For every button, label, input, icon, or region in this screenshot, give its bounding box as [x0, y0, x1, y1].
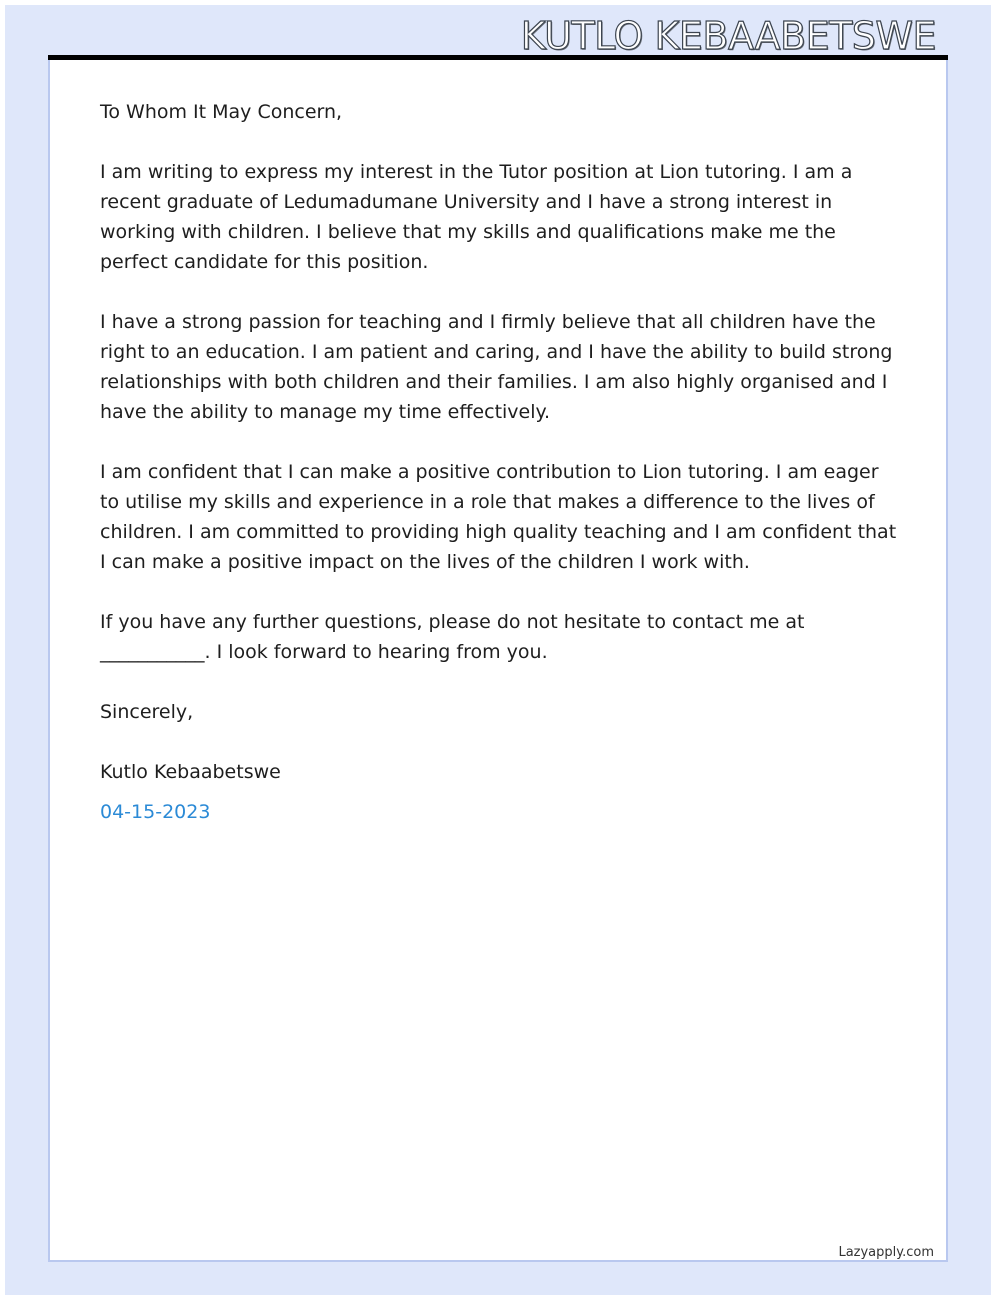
- letter-salutation: To Whom It May Concern,: [100, 101, 343, 123]
- letter-date: 04-15-2023: [100, 801, 211, 823]
- letter-paragraph: I am confident that I can make a positive contribution to Lion tutoring. I am eager to utilise my skills and experience in a role that makes a difference to the lives of children. I am committed to providing high quality teaching and I am confident that I can make a positive impact on the lives of the children I work with.: [100, 461, 897, 573]
- applicant-name-heading: KUTLO KEBAABETSWE: [520, 14, 936, 58]
- letter-paragraph: I am writing to express my interest in the Tutor position at Lion tutoring. I am a recent graduate of Ledumadumane University and I have a strong interest in working with children. I believe that my skills and qualifications make me the perfect candidate for this position.: [100, 161, 853, 273]
- letter-paragraph: I have a strong passion for teaching and I firmly believe that all children have the right to an education. I am patient and caring, and I have the ability to build strong relationships with both children and their families. I am also highly organised and I have the ability to manage my time effectively.: [100, 311, 893, 423]
- letter-paragraph: If you have any further questions, please do not hesitate to contact me at ___________. I look forward to hearing from you.: [100, 611, 805, 663]
- letter-closing: Sincerely,: [100, 701, 194, 723]
- letter-signature: Kutlo Kebaabetswe: [100, 761, 281, 783]
- footer-brand: Lazyapply.com: [838, 1245, 934, 1260]
- cover-letter-body: [100, 97, 900, 857]
